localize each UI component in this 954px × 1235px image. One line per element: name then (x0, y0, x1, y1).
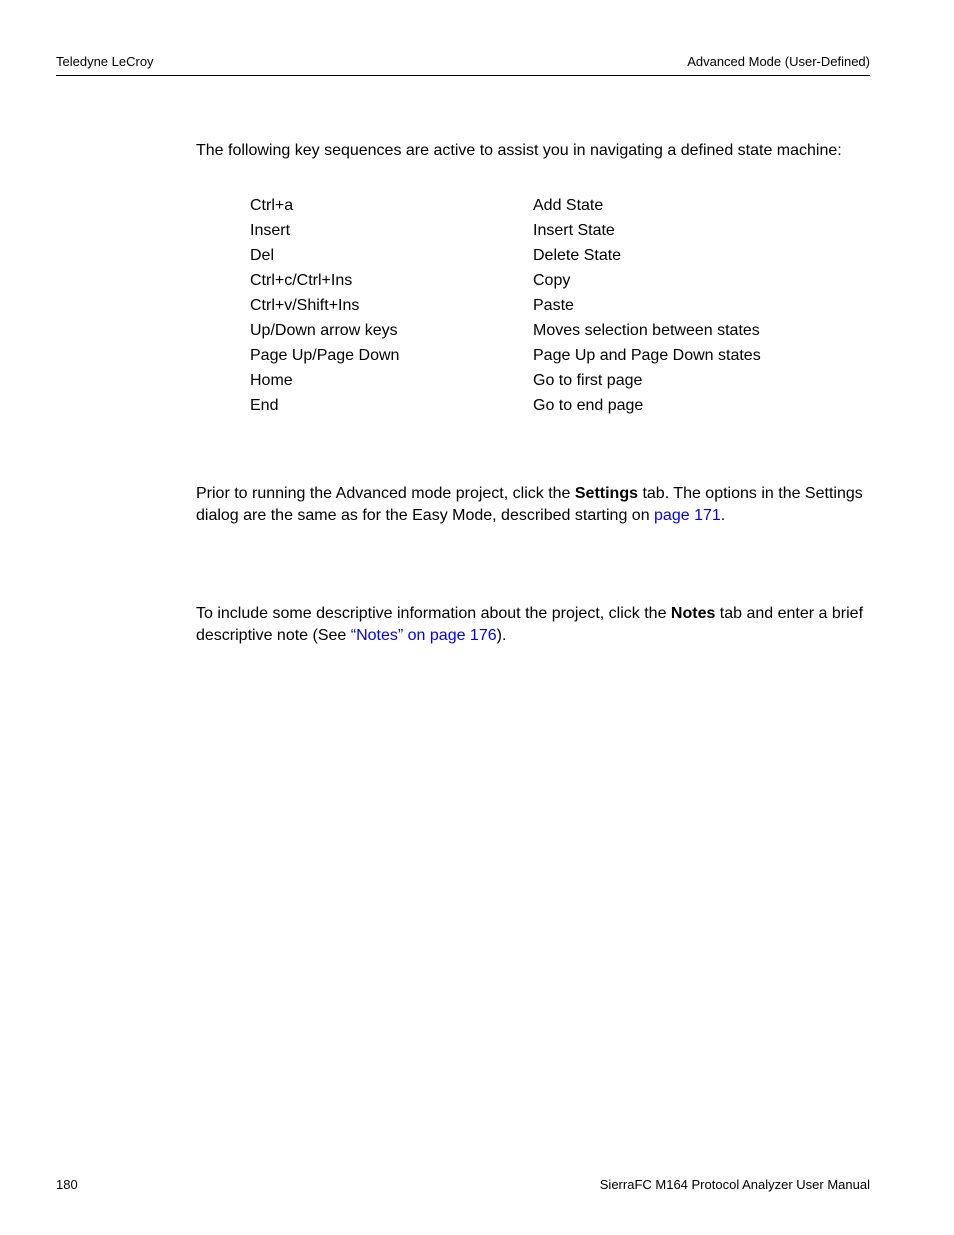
action-cell: Add State (533, 197, 604, 214)
key-cell: Page Up/Page Down (250, 347, 400, 364)
settings-text-1: Prior to running the Advanced mode project, click the (196, 485, 575, 502)
intro-paragraph: The following key sequences are active to assist you in navigating a defined state machine: (196, 142, 842, 159)
notes-text-1: To include some descriptive information about the project, click the (196, 605, 671, 622)
action-cell: Go to first page (533, 372, 643, 389)
key-cell: Ctrl+a (250, 197, 294, 214)
key-cell: Up/Down arrow keys (250, 322, 398, 339)
key-cell: Ctrl+c/Ctrl+Ins (250, 272, 353, 289)
settings-text-2: tab. The options in the Settings dialog are the same as for the Easy Mode, described starting on (196, 485, 863, 524)
key-cell: End (250, 397, 279, 414)
page-header (56, 54, 870, 76)
table-row (250, 218, 850, 243)
manual-title: SierraFC M164 Protocol Analyzer User Manual (599, 1177, 870, 1192)
action-cell: Insert State (533, 222, 615, 239)
settings-tab-name: Settings (574, 485, 638, 502)
notes-text-2: tab and enter a brief descriptive note (See (196, 605, 864, 644)
page-number: 180 (56, 1177, 78, 1192)
action-cell: Paste (533, 297, 574, 314)
header-company: Teledyne LeCroy (56, 54, 154, 69)
key-cell: Ctrl+v/Shift+Ins (250, 297, 360, 314)
table-row (250, 343, 850, 368)
table-row (250, 318, 850, 343)
page-171-link[interactable]: page 171 (654, 507, 721, 524)
table-row (250, 368, 850, 393)
key-cell: Del (250, 247, 275, 264)
notes-page-176-link[interactable]: “Notes” on page 176 (350, 627, 497, 644)
key-cell: Home (250, 372, 293, 389)
action-cell: Copy (533, 272, 571, 289)
table-row (250, 193, 850, 218)
table-row (250, 393, 850, 418)
table-row (250, 293, 850, 318)
key-sequence-table (250, 193, 850, 418)
table-row (250, 268, 850, 293)
notes-tab-name: Notes (670, 605, 716, 622)
action-cell: Moves selection between states (533, 322, 760, 339)
action-cell: Page Up and Page Down states (533, 347, 761, 364)
notes-paragraph (196, 603, 876, 647)
action-cell: Delete State (533, 247, 622, 264)
settings-paragraph (196, 483, 876, 527)
header-section-title: Advanced Mode (User-Defined) (687, 54, 870, 69)
notes-text-3: ). (496, 627, 507, 644)
action-cell: Go to end page (533, 397, 644, 414)
settings-text-3: . (720, 507, 726, 524)
key-cell: Insert (250, 222, 291, 239)
table-row (250, 243, 850, 268)
